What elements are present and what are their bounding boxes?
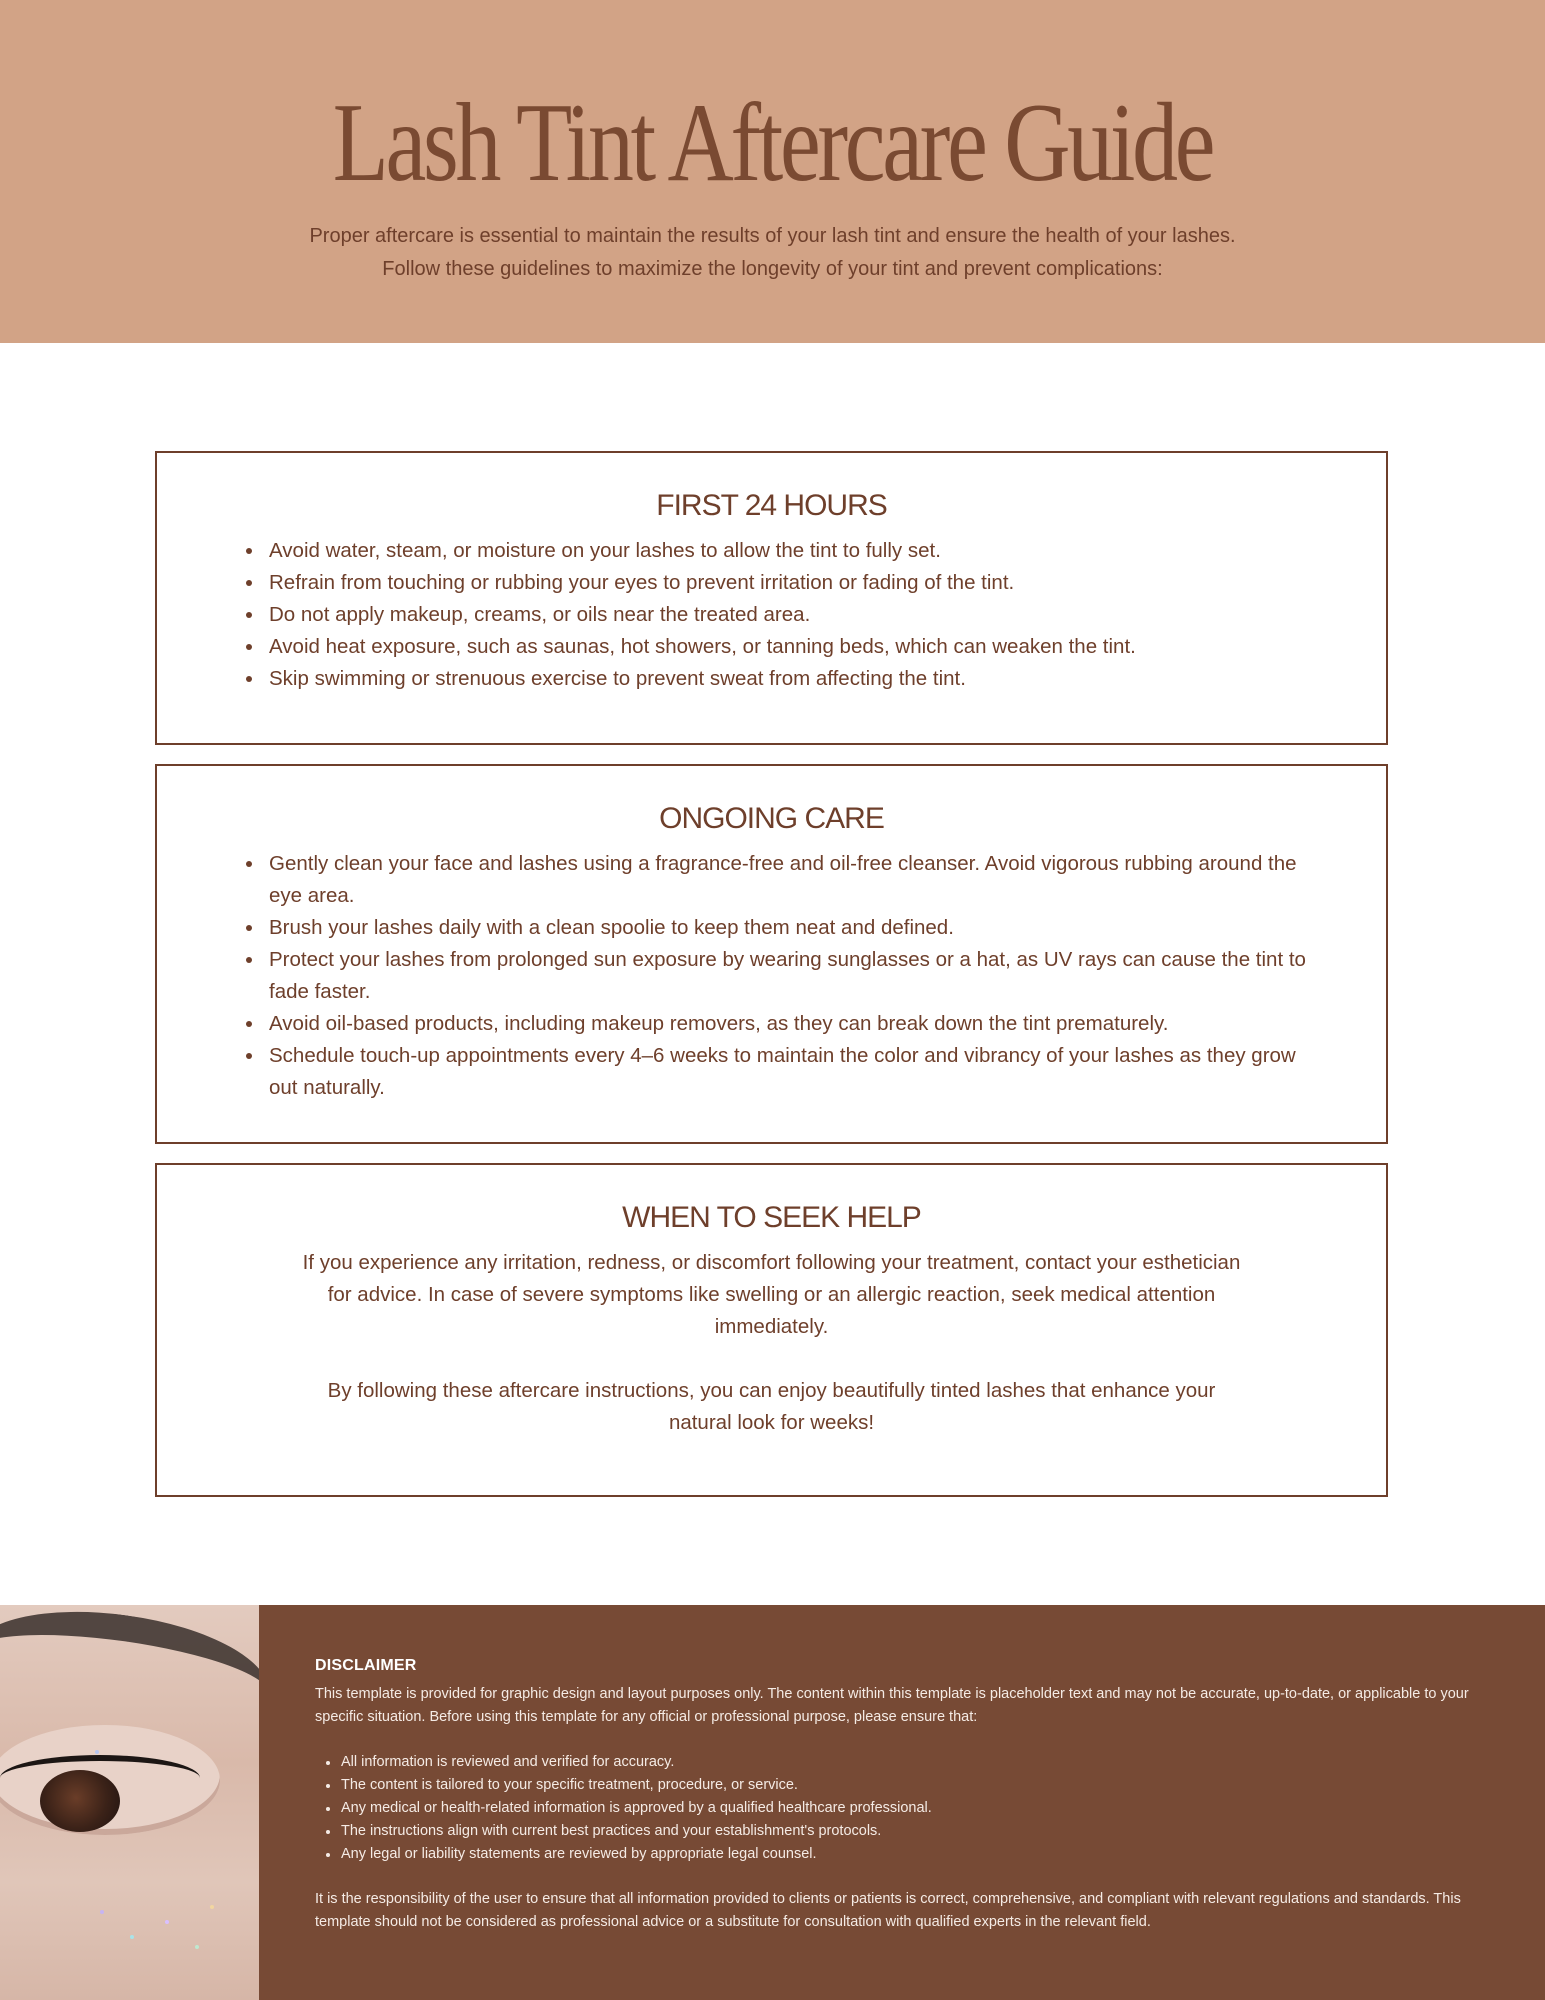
glitter-dot bbox=[165, 1920, 169, 1924]
list-item: Avoid heat exposure, such as saunas, hot showers, or tanning beds, which can weaken the tint. bbox=[269, 631, 1386, 663]
intro-line: Follow these guidelines to maximize the longevity of your tint and prevent complications: bbox=[382, 258, 1163, 280]
list-item: Do not apply makeup, creams, or oils near the treated area. bbox=[269, 599, 1386, 631]
header-banner bbox=[0, 0, 1545, 343]
glitter-dot bbox=[130, 1935, 134, 1939]
glitter-dot bbox=[195, 1945, 199, 1949]
section-title: ONGOING CARE bbox=[659, 802, 884, 835]
glitter-dot bbox=[100, 1910, 104, 1914]
list-item: Any legal or liability statements are reviewed by appropriate legal counsel. bbox=[341, 1843, 1505, 1866]
footer-disclaimer-band bbox=[0, 1605, 1545, 2000]
disclaimer-closing: It is the responsibility of the user to ensure that all information provided to clients or patients is correct, comprehensive, and compliant with relevant regulations and standards. This template should not be considered as professional advice or a substitute for consultation with qualified experts in the relevant field. bbox=[315, 1891, 1461, 1930]
list-item: Skip swimming or strenuous exercise to prevent sweat from affecting the tint. bbox=[269, 663, 1386, 695]
section-when-to-seek-help bbox=[155, 1163, 1388, 1497]
page-title: Lash Tint Aftercare Guide bbox=[332, 81, 1213, 205]
list-item: The instructions align with current best practices and your establishment's protocols. bbox=[341, 1820, 1505, 1843]
disclaimer-block bbox=[315, 1605, 1505, 1934]
disclaimer-intro: This template is provided for graphic design and layout purposes only. The content within this template is placeholder text and may not be accurate, up-to-date, or applicable to your specific situation. Before using this template for any official or professional purpose, please ensure that: bbox=[315, 1686, 1469, 1725]
list-item: Protect your lashes from prolonged sun exposure by wearing sunglasses or a hat, as UV rays can cause the tint to fade faster. bbox=[269, 944, 1386, 1008]
section-title: FIRST 24 HOURS bbox=[656, 489, 887, 522]
list-item: All information is reviewed and verified for accuracy. bbox=[341, 1751, 1505, 1774]
eye-closeup-photo bbox=[0, 1605, 259, 2000]
list-item: Brush your lashes daily with a clean spoolie to keep them neat and defined. bbox=[269, 912, 1386, 944]
help-paragraph: If you experience any irritation, redness, or discomfort following your treatment, contact your esthetician for advice. In case of severe symptoms like swelling or an allergic reaction, seek medical attention immediately. bbox=[302, 1251, 1241, 1338]
disclaimer-list bbox=[315, 1751, 1505, 1866]
section-ongoing-care bbox=[155, 764, 1388, 1144]
bullet-list bbox=[157, 535, 1386, 695]
glitter-dot bbox=[210, 1905, 214, 1909]
disclaimer-title: DISCLAIMER bbox=[315, 1657, 417, 1674]
intro-text bbox=[0, 220, 1545, 286]
list-item: Gently clean your face and lashes using a fragrance-free and oil-free cleanser. Avoid vigorous rubbing around the eye area. bbox=[269, 848, 1386, 912]
list-item: Any medical or health-related information is approved by a qualified healthcare professional. bbox=[341, 1797, 1505, 1820]
list-item: Refrain from touching or rubbing your eyes to prevent irritation or fading of the tint. bbox=[269, 567, 1386, 599]
list-item: The content is tailored to your specific treatment, procedure, or service. bbox=[341, 1774, 1505, 1797]
list-item: Avoid water, steam, or moisture on your lashes to allow the tint to fully set. bbox=[269, 535, 1386, 567]
section-title: WHEN TO SEEK HELP bbox=[622, 1201, 921, 1234]
intro-line: Proper aftercare is essential to maintain the results of your lash tint and ensure the health of your lashes. bbox=[309, 225, 1236, 247]
bullet-list bbox=[157, 848, 1386, 1104]
list-item: Schedule touch-up appointments every 4–6 weeks to maintain the color and vibrancy of your lashes as they grow out naturally. bbox=[269, 1040, 1386, 1104]
glitter-dot bbox=[95, 1750, 99, 1754]
section-first-24-hours bbox=[155, 451, 1388, 745]
closing-paragraph: By following these aftercare instructions, you can enjoy beautifully tinted lashes that enhance your natural look for weeks! bbox=[327, 1379, 1216, 1434]
lash-line-shape bbox=[0, 1755, 200, 1801]
list-item: Avoid oil-based products, including makeup removers, as they can break down the tint prematurely. bbox=[269, 1008, 1386, 1040]
